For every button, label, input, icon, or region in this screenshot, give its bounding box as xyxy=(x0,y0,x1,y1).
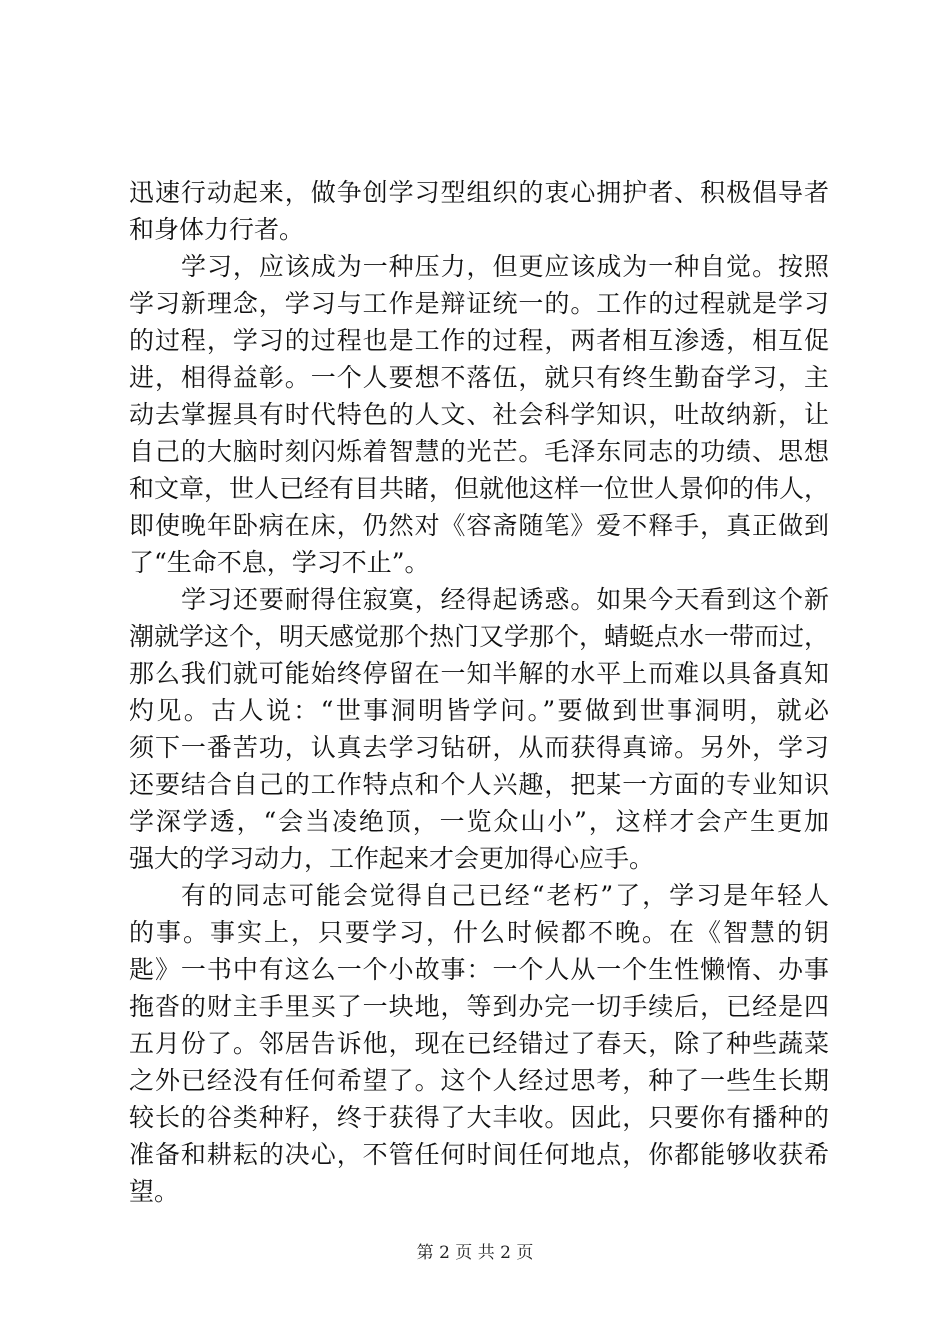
text-line: 五月份了。邻居告诉他，现在已经错过了春天，除了种些蔬菜 xyxy=(129,1029,829,1058)
text-line: 有的同志可能会觉得自己已经“老朽”了，学习是年轻人 xyxy=(181,881,829,910)
paragraph-4 xyxy=(129,877,829,1210)
text-line: 灼见。古人说：“世事洞明皆学问。”要做到世事洞明，就必 xyxy=(129,696,829,725)
text-line: 望。 xyxy=(129,1177,180,1206)
text-line: 学深学透，“会当凌绝顶，一览众山小”，这样才会产生更加 xyxy=(129,807,829,836)
text-line: 的过程，学习的过程也是工作的过程，两者相互渗透，相互促 xyxy=(129,326,829,355)
text-line: 准备和耕耘的决心，不管任何时间任何地点，你都能够收获希 xyxy=(129,1140,829,1169)
text-line: 强大的学习动力，工作起来才会更加得心应手。 xyxy=(129,844,655,873)
text-line: 动去掌握具有时代特色的人文、社会科学知识，吐故纳新，让 xyxy=(129,400,829,429)
text-line: 较长的谷类种籽，终于获得了大丰收。因此，只要你有播种的 xyxy=(129,1103,829,1132)
text-line: 须下一番苦功，认真去学习钻研，从而获得真谛。另外，学习 xyxy=(129,733,829,762)
text-line: 匙》一书中有这么一个小故事：一个人从一个生性懒惰、办事 xyxy=(129,955,829,984)
paragraph-2 xyxy=(129,248,829,581)
page-number-footer: 第 2 页 共 2 页 xyxy=(416,1243,534,1263)
text-line: 那么我们就可能始终停留在一知半解的水平上而难以具备真知 xyxy=(129,659,829,688)
text-line: 学习，应该成为一种压力，但更应该成为一种自觉。按照 xyxy=(181,252,829,281)
text-line: 之外已经没有任何希望了。这个人经过思考，种了一些生长期 xyxy=(129,1066,829,1095)
text-line: 迅速行动起来，做争创学习型组织的衷心拥护者、积极倡导者 xyxy=(129,178,829,207)
paragraph-1 xyxy=(129,174,829,248)
text-line: 潮就学这个，明天感觉那个热门又学那个，蜻蜓点水一带而过， xyxy=(129,622,830,651)
text-line: 进，相得益彰。一个人要想不落伍，就只有终生勤奋学习，主 xyxy=(129,363,829,392)
text-line: 自己的大脑时刻闪烁着智慧的光芒。毛泽东同志的功绩、思想 xyxy=(129,437,829,466)
text-line: 和身体力行者。 xyxy=(129,215,305,244)
paragraph-3 xyxy=(129,581,829,877)
text-line: 还要结合自己的工作特点和个人兴趣，把某一方面的专业知识 xyxy=(129,770,829,799)
text-line: 的事。事实上，只要学习，什么时候都不晚。在《智慧的钥 xyxy=(129,918,829,947)
text-line: 即使晚年卧病在床，仍然对《容斋随笔》爱不释手，真正做到 xyxy=(129,511,829,540)
text-line: 学习新理念，学习与工作是辩证统一的。工作的过程就是学习 xyxy=(129,289,829,318)
text-line: 学习还要耐得住寂寞，经得起诱惑。如果今天看到这个新 xyxy=(181,585,829,614)
text-line: 了“生命不息，学习不止”。 xyxy=(129,548,430,577)
text-line: 拖沓的财主手里买了一块地，等到办完一切手续后，已经是四 xyxy=(129,992,829,1021)
document-body xyxy=(129,174,829,1210)
text-line: 和文章，世人已经有目共睹，但就他这样一位世人景仰的伟人， xyxy=(129,474,830,503)
